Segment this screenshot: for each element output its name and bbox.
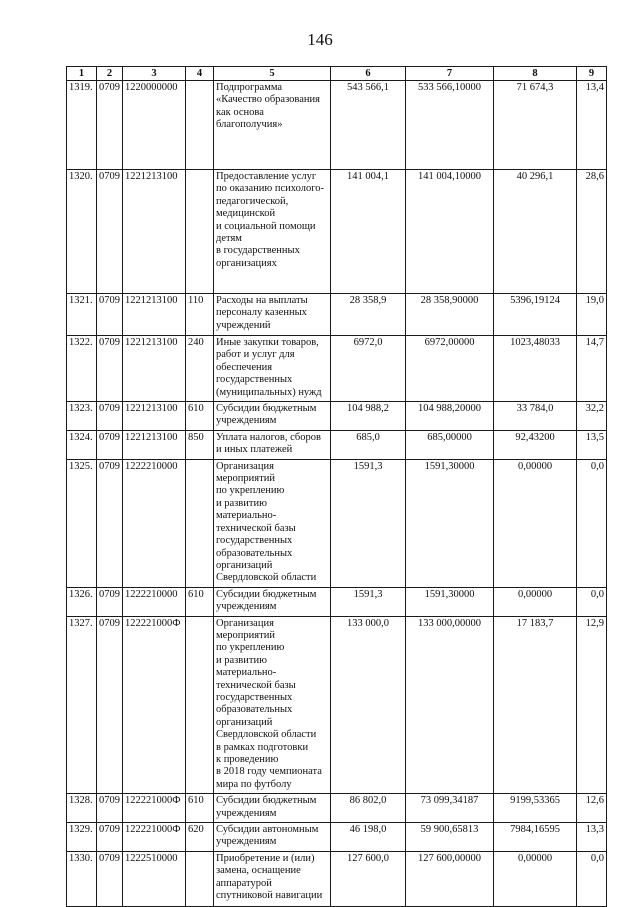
section-code-cell: 0709 — [97, 336, 123, 402]
executed-amount-cell: 71 674,3 — [494, 81, 577, 170]
execution-percent-cell: 32,2 — [577, 402, 607, 431]
row-number-cell: 1330. — [67, 851, 97, 906]
expense-type-cell — [186, 616, 214, 794]
row-number-cell: 1325. — [67, 459, 97, 587]
execution-percent-cell: 0,0 — [577, 851, 607, 906]
planned-amount-cell: 104 988,2 — [331, 402, 406, 431]
header-col-3: 3 — [123, 67, 186, 81]
table-row — [67, 294, 607, 336]
header-col-7: 7 — [406, 67, 494, 81]
target-code-cell: 1222210000 — [123, 459, 186, 587]
execution-percent-cell: 19,0 — [577, 294, 607, 336]
approved-amount-cell: 685,00000 — [406, 430, 494, 459]
planned-amount-cell: 127 600,0 — [331, 851, 406, 906]
execution-percent-cell: 28,6 — [577, 170, 607, 294]
execution-percent-cell: 12,9 — [577, 616, 607, 794]
expense-type-cell: 610 — [186, 794, 214, 823]
expense-type-cell: 620 — [186, 823, 214, 852]
target-code-cell: 122221000Ф — [123, 823, 186, 852]
section-code-cell: 0709 — [97, 459, 123, 587]
item-name-cell: Субсидии бюджетным учреждениям — [214, 402, 331, 431]
item-name-cell: Организация мероприятий по укреплению и развитию материально- технической базы государственных образовательных организаций Свердловской области — [214, 459, 331, 587]
planned-amount-cell: 141 004,1 — [331, 170, 406, 294]
table-row — [67, 616, 607, 794]
section-code-cell: 0709 — [97, 823, 123, 852]
header-col-9: 9 — [577, 67, 607, 81]
table-row — [67, 402, 607, 431]
executed-amount-cell: 1023,48033 — [494, 336, 577, 402]
section-code-cell: 0709 — [97, 294, 123, 336]
header-col-1: 1 — [67, 67, 97, 81]
item-name-cell: Организация мероприятий по укреплению и развитию материально- технической базы государственных образовательных организаций Свердловской области в рамках подготовки к проведению в 2018 году чемпионата мира по футболу — [214, 616, 331, 794]
execution-percent-cell: 13,3 — [577, 823, 607, 852]
planned-amount-cell: 46 198,0 — [331, 823, 406, 852]
table-row — [67, 336, 607, 402]
executed-amount-cell: 0,00000 — [494, 851, 577, 906]
executed-amount-cell: 0,00000 — [494, 587, 577, 616]
item-name-cell: Уплата налогов, сборов и иных платежей — [214, 430, 331, 459]
section-code-cell: 0709 — [97, 587, 123, 616]
expense-type-cell: 110 — [186, 294, 214, 336]
planned-amount-cell: 28 358,9 — [331, 294, 406, 336]
approved-amount-cell: 6972,00000 — [406, 336, 494, 402]
target-code-cell: 122221000Ф — [123, 794, 186, 823]
executed-amount-cell: 5396,19124 — [494, 294, 577, 336]
approved-amount-cell: 28 358,90000 — [406, 294, 494, 336]
execution-percent-cell: 12,6 — [577, 794, 607, 823]
planned-amount-cell: 1591,3 — [331, 459, 406, 587]
approved-amount-cell: 59 900,65813 — [406, 823, 494, 852]
header-col-8: 8 — [494, 67, 577, 81]
execution-percent-cell: 13,5 — [577, 430, 607, 459]
row-number-cell: 1326. — [67, 587, 97, 616]
target-code-cell: 1221213100 — [123, 430, 186, 459]
approved-amount-cell: 141 004,10000 — [406, 170, 494, 294]
item-name-cell: Субсидии автономным учреждениям — [214, 823, 331, 852]
approved-amount-cell: 133 000,00000 — [406, 616, 494, 794]
row-number-cell: 1320. — [67, 170, 97, 294]
section-code-cell: 0709 — [97, 402, 123, 431]
table-row — [67, 587, 607, 616]
header-col-6: 6 — [331, 67, 406, 81]
executed-amount-cell: 40 296,1 — [494, 170, 577, 294]
row-number-cell: 1321. — [67, 294, 97, 336]
planned-amount-cell: 543 566,1 — [331, 81, 406, 170]
planned-amount-cell: 1591,3 — [331, 587, 406, 616]
table-row — [67, 459, 607, 587]
row-number-cell: 1328. — [67, 794, 97, 823]
row-number-cell: 1322. — [67, 336, 97, 402]
table-row — [67, 170, 607, 294]
expense-type-cell — [186, 81, 214, 170]
expense-type-cell: 610 — [186, 587, 214, 616]
expense-type-cell: 240 — [186, 336, 214, 402]
executed-amount-cell: 0,00000 — [494, 459, 577, 587]
executed-amount-cell: 9199,53365 — [494, 794, 577, 823]
row-number-cell: 1329. — [67, 823, 97, 852]
expense-type-cell: 850 — [186, 430, 214, 459]
table-row — [67, 823, 607, 852]
section-code-cell: 0709 — [97, 81, 123, 170]
section-code-cell: 0709 — [97, 170, 123, 294]
section-code-cell: 0709 — [97, 794, 123, 823]
item-name-cell: Расходы на выплаты персоналу казенных учреждений — [214, 294, 331, 336]
execution-percent-cell: 14,7 — [577, 336, 607, 402]
item-name-cell: Подпрограмма «Качество образования как основа благополучия» — [214, 81, 331, 170]
item-name-cell: Иные закупки товаров, работ и услуг для обеспечения государственных (муниципальных) нужд — [214, 336, 331, 402]
expense-type-cell — [186, 851, 214, 906]
approved-amount-cell: 1591,30000 — [406, 459, 494, 587]
approved-amount-cell: 73 099,34187 — [406, 794, 494, 823]
table-row — [67, 794, 607, 823]
expense-type-cell — [186, 459, 214, 587]
approved-amount-cell: 127 600,00000 — [406, 851, 494, 906]
table-row — [67, 430, 607, 459]
row-number-cell: 1327. — [67, 616, 97, 794]
item-name-cell: Приобретение и (или) замена, оснащение аппаратурой спутниковой навигации — [214, 851, 331, 906]
row-number-cell: 1323. — [67, 402, 97, 431]
planned-amount-cell: 86 802,0 — [331, 794, 406, 823]
approved-amount-cell: 1591,30000 — [406, 587, 494, 616]
planned-amount-cell: 6972,0 — [331, 336, 406, 402]
executed-amount-cell: 7984,16595 — [494, 823, 577, 852]
target-code-cell: 1222510000 — [123, 851, 186, 906]
executed-amount-cell: 92,43200 — [494, 430, 577, 459]
row-number-cell: 1319. — [67, 81, 97, 170]
approved-amount-cell: 104 988,20000 — [406, 402, 494, 431]
budget-table — [66, 66, 607, 907]
row-number-cell: 1324. — [67, 430, 97, 459]
execution-percent-cell: 0,0 — [577, 587, 607, 616]
header-col-5: 5 — [214, 67, 331, 81]
table-header-row — [67, 67, 607, 81]
expense-type-cell — [186, 170, 214, 294]
item-name-cell: Субсидии бюджетным учреждениям — [214, 587, 331, 616]
page-number: 146 — [307, 30, 333, 49]
target-code-cell: 1221213100 — [123, 294, 186, 336]
execution-percent-cell: 13,4 — [577, 81, 607, 170]
section-code-cell: 0709 — [97, 616, 123, 794]
item-name-cell: Предоставление услуг по оказанию психолого- педагогической, медицинской и социальной помощи детям в государственных организациях — [214, 170, 331, 294]
table-row — [67, 81, 607, 170]
approved-amount-cell: 533 566,10000 — [406, 81, 494, 170]
section-code-cell: 0709 — [97, 430, 123, 459]
header-col-4: 4 — [186, 67, 214, 81]
target-code-cell: 1222210000 — [123, 587, 186, 616]
executed-amount-cell: 17 183,7 — [494, 616, 577, 794]
execution-percent-cell: 0,0 — [577, 459, 607, 587]
executed-amount-cell: 33 784,0 — [494, 402, 577, 431]
planned-amount-cell: 133 000,0 — [331, 616, 406, 794]
header-col-2: 2 — [97, 67, 123, 81]
target-code-cell: 1221213100 — [123, 170, 186, 294]
expense-type-cell: 610 — [186, 402, 214, 431]
target-code-cell: 1220000000 — [123, 81, 186, 170]
planned-amount-cell: 685,0 — [331, 430, 406, 459]
target-code-cell: 122221000Ф — [123, 616, 186, 794]
target-code-cell: 1221213100 — [123, 402, 186, 431]
target-code-cell: 1221213100 — [123, 336, 186, 402]
item-name-cell: Субсидии бюджетным учреждениям — [214, 794, 331, 823]
table-row — [67, 851, 607, 906]
section-code-cell: 0709 — [97, 851, 123, 906]
